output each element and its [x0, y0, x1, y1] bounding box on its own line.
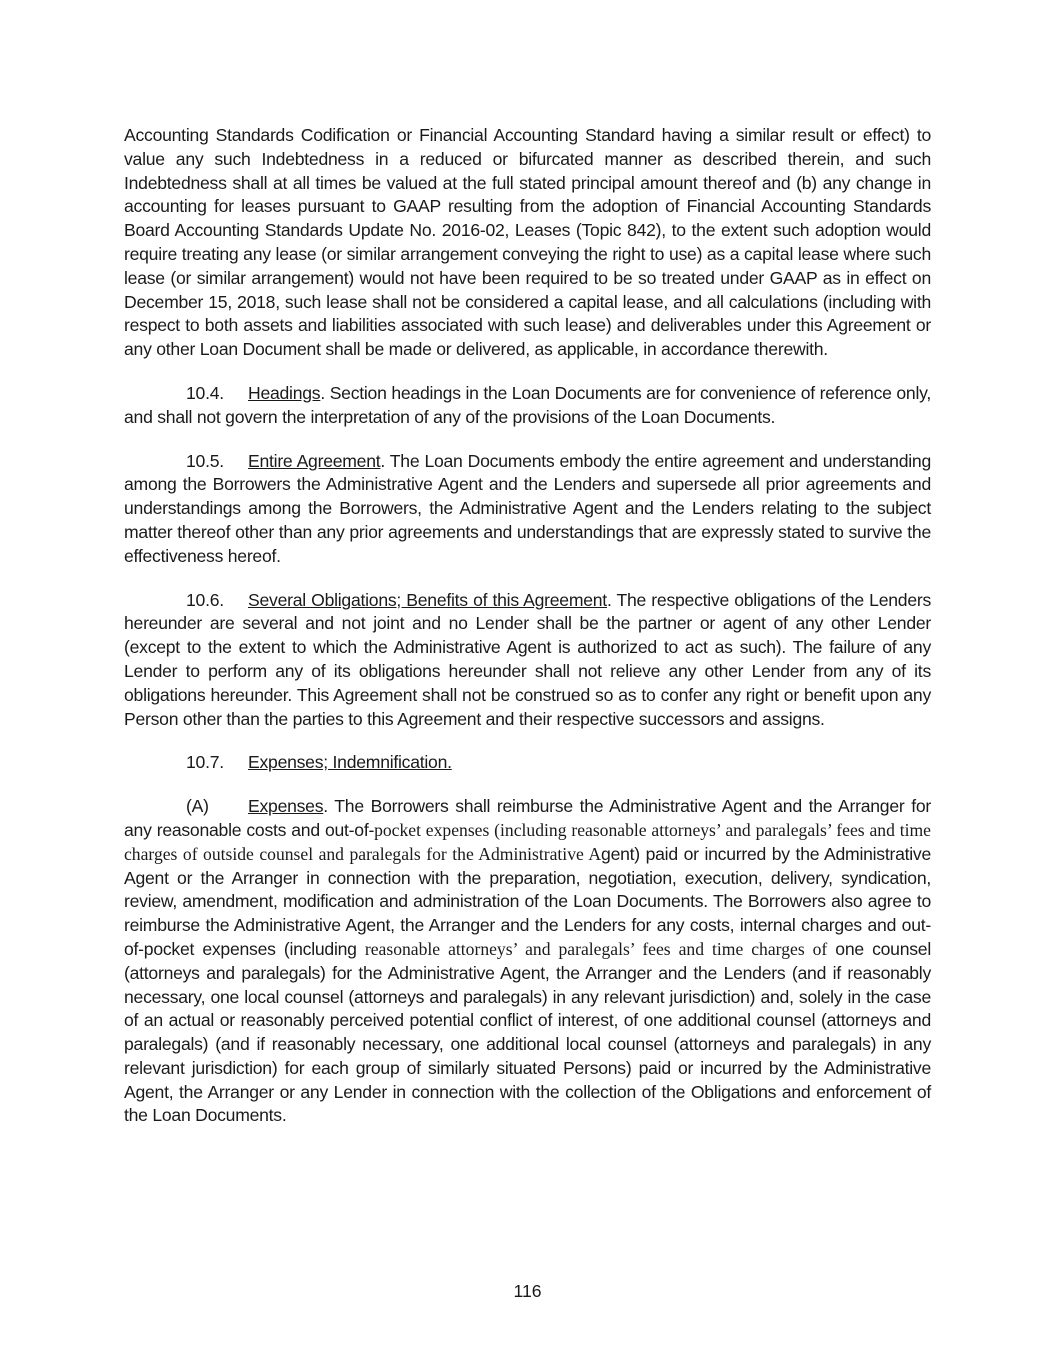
section-body: . Section headings in the Loan Documents are for convenience of reference only, and shall not govern the interpretation of any of the provisions of the Loan Documents.	[124, 382, 931, 427]
section-number: 10.6.	[186, 589, 224, 610]
section-body: . The Loan Documents embody the entire agreement and understanding among the Borrowers the Administrative Agent and the Lenders and supersede all prior agreements and understandings among the Borrowers, the Administrative Agent and the Lenders relating to the subject matter thereof other than any prior agreements and understandings that are expressly stated to survive the effectiveness hereof.	[124, 450, 931, 566]
subsection-label: (A)	[186, 796, 209, 817]
document-page	[124, 124, 931, 1148]
section-number: 10.4.	[186, 382, 224, 403]
intro-paragraph: Accounting Standards Codification or Financial Accounting Standard having a similar result or effect) to value any such Indebtedness in a reduced or bifurcated manner as described therein, and such Indebtedness shall at all times be valued at the full stated principal amount thereof and (b) any change in accounting for leases pursuant to GAAP resulting from the adoption of Financial Accounting Standards Board Accounting Standards Update No. 2016-02, Leases (Topic 842), to the extent such adoption would require treating any lease (or similar arrangement conveying the right to use) as a capital lease where such lease (or similar arrangement) would not have been required to be so treated under GAAP as in effect on December 15, 2018, such lease shall not be considered a capital lease, and all calculations (including with respect to both assets and liabilities associated with such lease) and deliverables under this Agreement or any other Loan Document shall be made or delivered, as applicable, in accordance therewith.	[124, 125, 931, 360]
section-number: 10.5.	[186, 450, 224, 471]
section-10-4	[124, 382, 931, 430]
subsection-heading: Expenses	[248, 796, 324, 817]
subsection-text-5: one counsel (attorneys and paralegals) for the Administrative Agent, the Arranger and the Lenders (and if reasonably necessary, one local counsel (attorneys and paralegals) in any relevant jurisdiction) and, solely in the case of an actual or reasonably perceived potential conflict of interest, of one additional counsel (attorneys and paralegals) (and if reasonably necessary, one additional local counsel (attorneys and paralegals) in any relevant jurisdiction) for each group of similarly situated Persons) paid or incurred by the Administrative Agent, the Arranger or any Lender in connection with the collection of the Obligations and enforcement of the Loan Documents.	[124, 938, 931, 1126]
subsection-text-1: . The Borrowers shall reimburse the Administrative Agent and the Arranger for any reasonable costs and out-of-	[124, 796, 931, 840]
section-body: . The respective obligations of the Lenders hereunder are several and not joint and no Lender shall be the partner or agent of any other Lender (except to the extent to which the Administrative Agent is authorized to act as such). The failure of any Lender to perform any of its obligations hereunder shall not relieve any other Lender from any of its obligations hereunder. This Agreement shall not be construed so as to confer any right or benefit upon any Person other than the parties to this Agreement and their respective successors and assigns.	[124, 589, 932, 729]
section-10-5	[124, 450, 931, 569]
section-heading: Several Obligations; Benefits of this Agreement	[248, 589, 607, 610]
subsection-text-3: gent) paid or incurred by the Administrative Agent or the Arranger in connection with the preparation, negotiation, execution, delivery, syndication, review, amendment, modification and administration of the Loan Documents. The Borrowers also agree to reimburse the Administrative Agent, the Arranger and the Lenders for any costs, internal charges and out-of-pocket expenses (including	[124, 843, 932, 959]
subsection-a-expenses	[124, 795, 931, 1128]
section-number: 10.7.	[186, 752, 224, 773]
page-number: 116	[513, 1281, 542, 1301]
subsection-text-2: pocket expenses (including reasonable attorneys’ and paralegals’ fees and time charges of outside counsel and paralegals for the Administrative A	[124, 819, 931, 864]
section-heading: Headings	[248, 382, 321, 403]
subsection-text-4: reasonable attorneys’ and paralegals’ fees and time charges of	[364, 938, 836, 959]
section-heading: Expenses; Indemnification.	[248, 752, 452, 773]
section-heading: Entire Agreement	[248, 450, 381, 471]
section-10-7	[124, 751, 931, 775]
section-10-6	[124, 589, 931, 732]
